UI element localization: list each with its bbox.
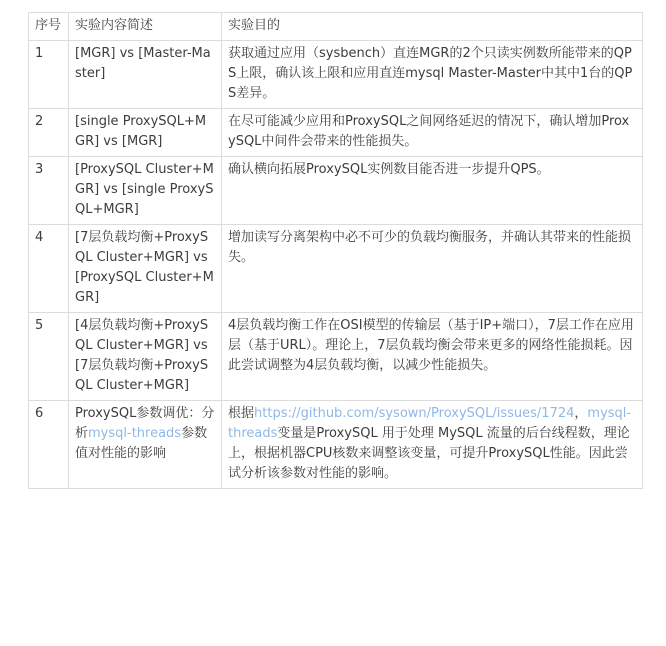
purpose-text-pre: 根据 [228, 406, 255, 421]
experiment-table [28, 12, 643, 489]
table-row [29, 225, 643, 313]
cell-no: 2 [29, 109, 69, 157]
cell-content: [ProxySQL Cluster+MGR] vs [single ProxySQL+MGR] [69, 157, 222, 225]
cell-content: [single ProxySQL+MGR] vs [MGR] [69, 109, 222, 157]
table-row [29, 313, 643, 401]
github-issue-link[interactable]: https://github.com/sysown/ProxySQL/issues/1724 [254, 406, 575, 421]
content-text-post: 参数值对性能的影响 [75, 426, 208, 461]
table-row [29, 109, 643, 157]
cell-purpose: 确认横向拓展ProxySQL实例数目能否进一步提升QPS。 [222, 157, 643, 225]
content-text-pre: ProxySQL参数调优：分析 [75, 406, 215, 441]
purpose-text-mid: ， [574, 406, 588, 421]
header-content: 实验内容简述 [69, 13, 222, 41]
cell-content: [MGR] vs [Master-Master] [69, 41, 222, 109]
cell-purpose [222, 401, 643, 489]
cell-purpose: 4层负载均衡工作在OSI模型的传输层（基于IP+端口），7层工作在应用层（基于URL）。理论上，7层负载均衡会带来更多的网络性能损耗。因此尝试调整为4层负载均衡，以减少性能损失。 [222, 313, 643, 401]
table-row [29, 401, 643, 489]
cell-no: 3 [29, 157, 69, 225]
header-purpose: 实验目的 [222, 13, 643, 41]
cell-no: 1 [29, 41, 69, 109]
cell-purpose: 获取通过应用（sysbench）直连MGR的2个只读实例数所能带来的QPS上限，确认该上限和应用直连mysql Master-Master中其中1台的QPS差异。 [222, 41, 643, 109]
purpose-text-post: 变量是ProxySQL 用于处理 MySQL 流量的后台线程数，理论上，根据机器CPU核数来调整该变量，可提升ProxySQL性能。因此尝试分析该参数对性能的影响。 [228, 426, 630, 481]
table-header-row [29, 13, 643, 41]
cell-purpose: 增加读写分离架构中必不可少的负载均衡服务，并确认其带来的性能损失。 [222, 225, 643, 313]
header-no: 序号 [29, 13, 69, 41]
table-row [29, 157, 643, 225]
cell-no: 4 [29, 225, 69, 313]
mysql-threads-link[interactable]: mysql-threads [228, 406, 632, 441]
cell-no: 5 [29, 313, 69, 401]
cell-content: [4层负载均衡+ProxySQL Cluster+MGR] vs [7层负载均衡+ProxySQL Cluster+MGR] [69, 313, 222, 401]
mysql-threads-link[interactable]: mysql-threads [88, 426, 182, 441]
cell-content: [7层负载均衡+ProxySQL Cluster+MGR] vs [ProxySQL Cluster+MGR] [69, 225, 222, 313]
table-row [29, 41, 643, 109]
cell-no: 6 [29, 401, 69, 489]
cell-purpose: 在尽可能减少应用和ProxySQL之间网络延迟的情况下，确认增加ProxySQL中间件会带来的性能损失。 [222, 109, 643, 157]
cell-content [69, 401, 222, 489]
